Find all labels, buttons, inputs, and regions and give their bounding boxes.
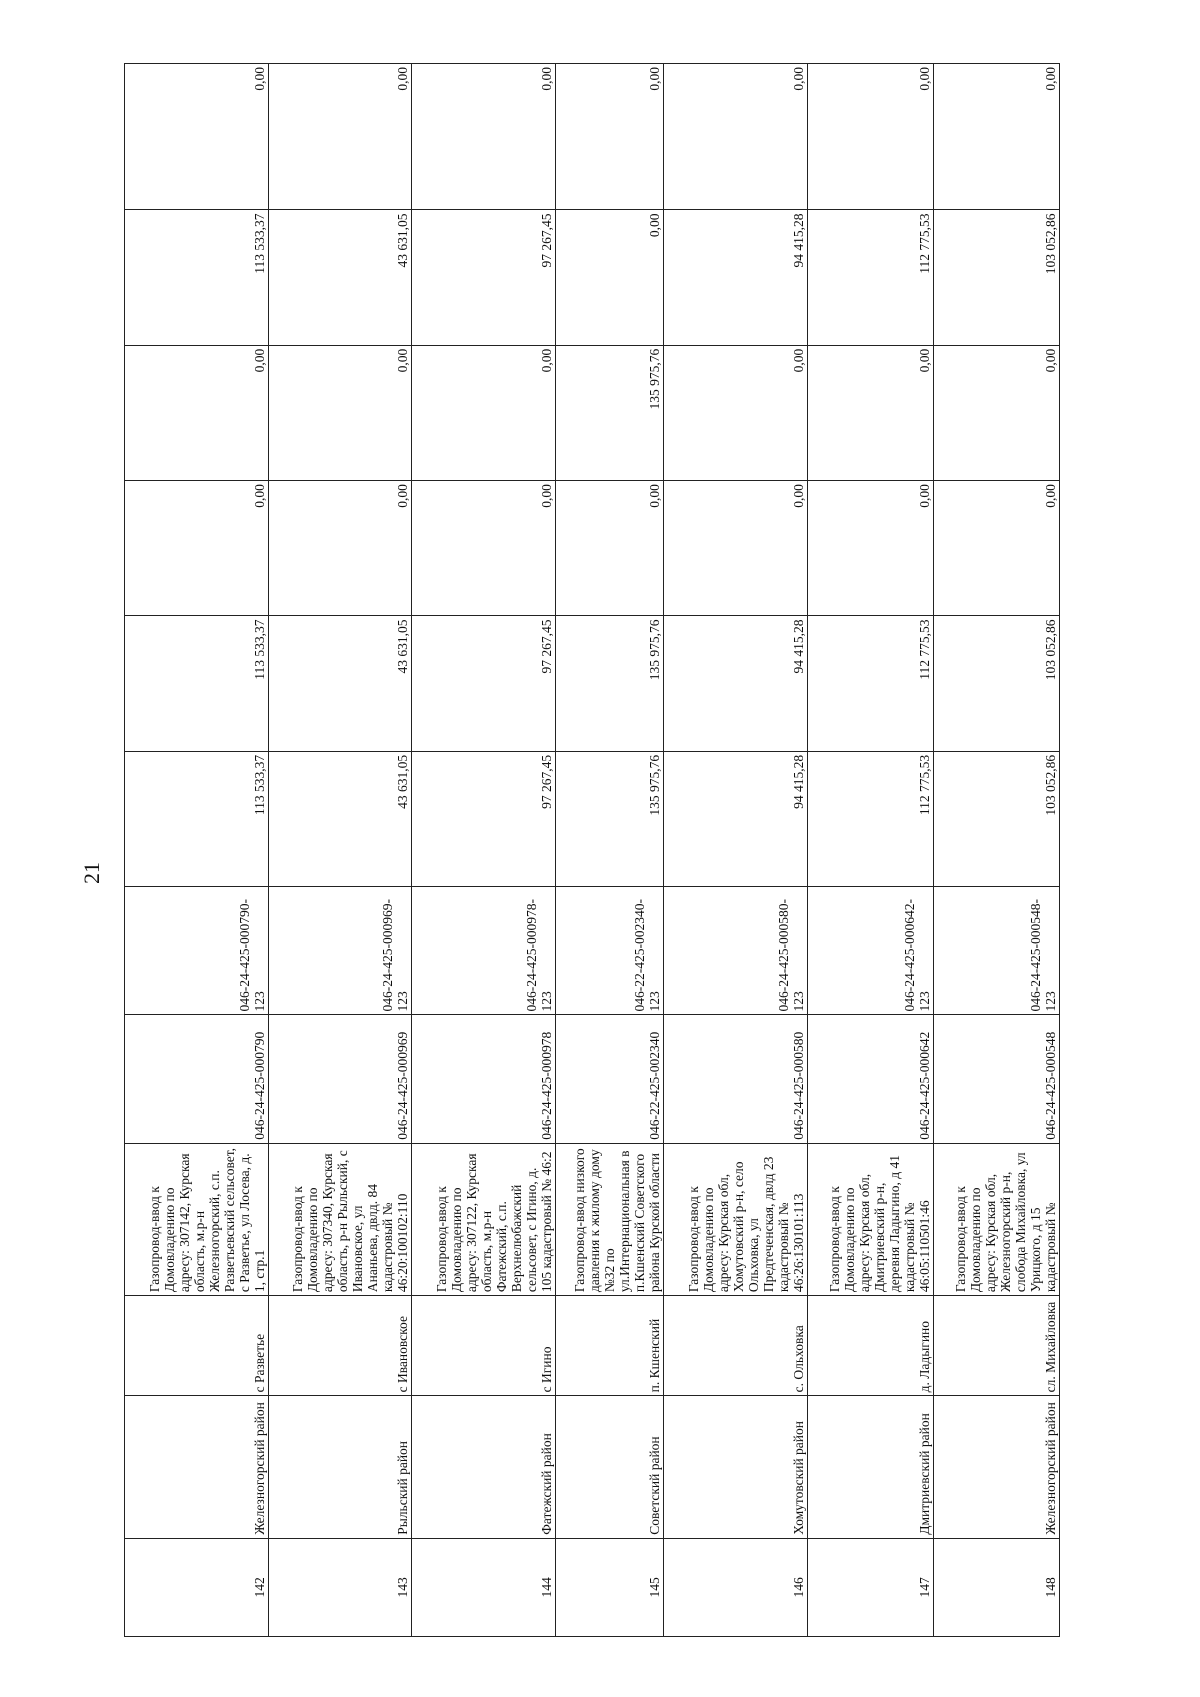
district-cell: Советский район — [555, 1396, 664, 1538]
amount-total-cell: 112 775,53 — [807, 751, 933, 886]
object-description-cell: Газопровод-ввод к Домовладению по адресу: 307142, Курская область, м.р-н Железногорский, с.п. Разветьевский сельсовет, с Разветье, ул Лосева, д. 1, стр.1 — [125, 1143, 269, 1295]
locality-cell: с Ивановское — [268, 1296, 412, 1396]
amount-cell-3: 0,00 — [933, 481, 1059, 616]
object-code-full-cell: 046-24-425-000790-123 — [125, 887, 269, 1015]
amount-total-cell: 113 533,37 — [125, 751, 269, 886]
object-code-cell: 046-24-425-000969 — [268, 1015, 412, 1143]
locality-cell: с. Ольховка — [664, 1296, 808, 1396]
row-number: 142 — [125, 1538, 269, 1636]
locality-cell: п. Кшенский — [555, 1296, 664, 1396]
object-code-cell: 046-24-425-000978 — [412, 1015, 556, 1143]
object-code-cell: 046-24-425-000548 — [933, 1015, 1059, 1143]
page-number: 21 — [79, 862, 104, 884]
locality-cell: с Игино — [412, 1296, 556, 1396]
table-row — [807, 64, 933, 1637]
object-description-cell: Газопровод-ввод к Домовладению по адресу: Курская обл, Железногорский р-н, слобода Михайловка, ул Урицкого, д 15 кадастровый № — [933, 1143, 1059, 1295]
amount-cell-5: 112 775,53 — [807, 210, 933, 345]
amount-cell-6: 0,00 — [807, 64, 933, 210]
amount-cell-6: 0,00 — [555, 64, 664, 210]
row-number: 148 — [933, 1538, 1059, 1636]
row-number: 145 — [555, 1538, 664, 1636]
row-number: 143 — [268, 1538, 412, 1636]
amount-cell-5: 113 533,37 — [125, 210, 269, 345]
amount-cell-4: 0,00 — [933, 345, 1059, 480]
amount-cell-3: 0,00 — [125, 481, 269, 616]
locality-cell: сл. Михайловка — [933, 1296, 1059, 1396]
amount-cell-3: 0,00 — [268, 481, 412, 616]
amount-total-cell: 103 052,86 — [933, 751, 1059, 886]
amount-total-cell: 135 975,76 — [555, 751, 664, 886]
object-code-full-cell: 046-22-425-002340-123 — [555, 887, 664, 1015]
register-table — [124, 63, 1060, 1637]
object-code-full-cell: 046-24-425-000642-123 — [807, 887, 933, 1015]
object-description-cell: Газопровод-ввод к Домовладению по адресу: Курская обл, Дмитриевский р-н, деревня Ладыгино, д 41 кадастровый № 46:05:110501:46 — [807, 1143, 933, 1295]
row-number: 147 — [807, 1538, 933, 1636]
object-code-cell: 046-22-425-002340 — [555, 1015, 664, 1143]
district-cell: Рыльский район — [268, 1396, 412, 1538]
table-row — [933, 64, 1059, 1637]
district-cell: Железногорский район — [933, 1396, 1059, 1538]
amount-cell-3: 0,00 — [807, 481, 933, 616]
amount-cell-2: 43 631,05 — [268, 616, 412, 751]
locality-cell: с Разветье — [125, 1296, 269, 1396]
row-number: 144 — [412, 1538, 556, 1636]
object-code-cell: 046-24-425-000790 — [125, 1015, 269, 1143]
district-cell: Железногорский район — [125, 1396, 269, 1538]
table-row — [125, 64, 269, 1637]
table-row — [664, 64, 808, 1637]
amount-cell-5: 43 631,05 — [268, 210, 412, 345]
amount-cell-2: 113 533,37 — [125, 616, 269, 751]
amount-cell-6: 0,00 — [412, 64, 556, 210]
amount-cell-4: 0,00 — [664, 345, 808, 480]
amount-cell-6: 0,00 — [125, 64, 269, 210]
amount-cell-5: 0,00 — [555, 210, 664, 345]
table-body — [125, 64, 1060, 1637]
object-code-cell: 046-24-425-000580 — [664, 1015, 808, 1143]
object-description-cell: Газопровод-ввод к Домовладению по адресу: Курская обл, Хомутовский р-н, село Ольховка, ул Предтеченская, двлд 23 кадастровый № 46:26:130101:113 — [664, 1143, 808, 1295]
amount-cell-2: 135 975,76 — [555, 616, 664, 751]
object-description-cell: Газопровод-ввод низкого давления к жилому дому №32 по ул.Интернациональная в п.Кшенский Советского района Курской области — [555, 1143, 664, 1295]
amount-cell-3: 0,00 — [555, 481, 664, 616]
district-cell: Хомутовский район — [664, 1396, 808, 1538]
amount-cell-2: 97 267,45 — [412, 616, 556, 751]
object-code-full-cell: 046-24-425-000548-123 — [933, 887, 1059, 1015]
object-code-cell: 046-24-425-000642 — [807, 1015, 933, 1143]
amount-cell-5: 94 415,28 — [664, 210, 808, 345]
amount-cell-3: 0,00 — [664, 481, 808, 616]
amount-total-cell: 97 267,45 — [412, 751, 556, 886]
amount-total-cell: 94 415,28 — [664, 751, 808, 886]
table-row — [412, 64, 556, 1637]
amount-cell-6: 0,00 — [268, 64, 412, 210]
amount-cell-5: 97 267,45 — [412, 210, 556, 345]
amount-cell-6: 0,00 — [664, 64, 808, 210]
amount-cell-4: 0,00 — [125, 345, 269, 480]
amount-cell-3: 0,00 — [412, 481, 556, 616]
table-row — [268, 64, 412, 1637]
amount-cell-6: 0,00 — [933, 64, 1059, 210]
district-cell: Дмитриевский район — [807, 1396, 933, 1538]
amount-cell-5: 103 052,86 — [933, 210, 1059, 345]
amount-total-cell: 43 631,05 — [268, 751, 412, 886]
object-code-full-cell: 046-24-425-000580-123 — [664, 887, 808, 1015]
district-cell: Фатежский район — [412, 1396, 556, 1538]
amount-cell-4: 0,00 — [268, 345, 412, 480]
amount-cell-2: 112 775,53 — [807, 616, 933, 751]
object-description-cell: Газопровод-ввод к Домовладению по адресу: 307340, Курская область, р-н Рыльский, с Ивановское, ул Ананьева, двлд. 84 кадастровый № 46:20:100102:110 — [268, 1143, 412, 1295]
object-code-full-cell: 046-24-425-000978-123 — [412, 887, 556, 1015]
amount-cell-4: 0,00 — [412, 345, 556, 480]
object-code-full-cell: 046-24-425-000969-123 — [268, 887, 412, 1015]
amount-cell-2: 94 415,28 — [664, 616, 808, 751]
register-table-rotated — [124, 63, 1060, 1637]
amount-cell-2: 103 052,86 — [933, 616, 1059, 751]
object-description-cell: Газопровод-ввод к Домовладению по адресу: 307122, Курская область, м.р-н Фатежский, с.п. Верхнелюбажский сельсовет, с Игино, д. 105 кадастровый № 46:2 — [412, 1143, 556, 1295]
amount-cell-4: 135 975,76 — [555, 345, 664, 480]
amount-cell-4: 0,00 — [807, 345, 933, 480]
row-number: 146 — [664, 1538, 808, 1636]
locality-cell: д. Ладыгино — [807, 1296, 933, 1396]
table-row — [555, 64, 664, 1637]
